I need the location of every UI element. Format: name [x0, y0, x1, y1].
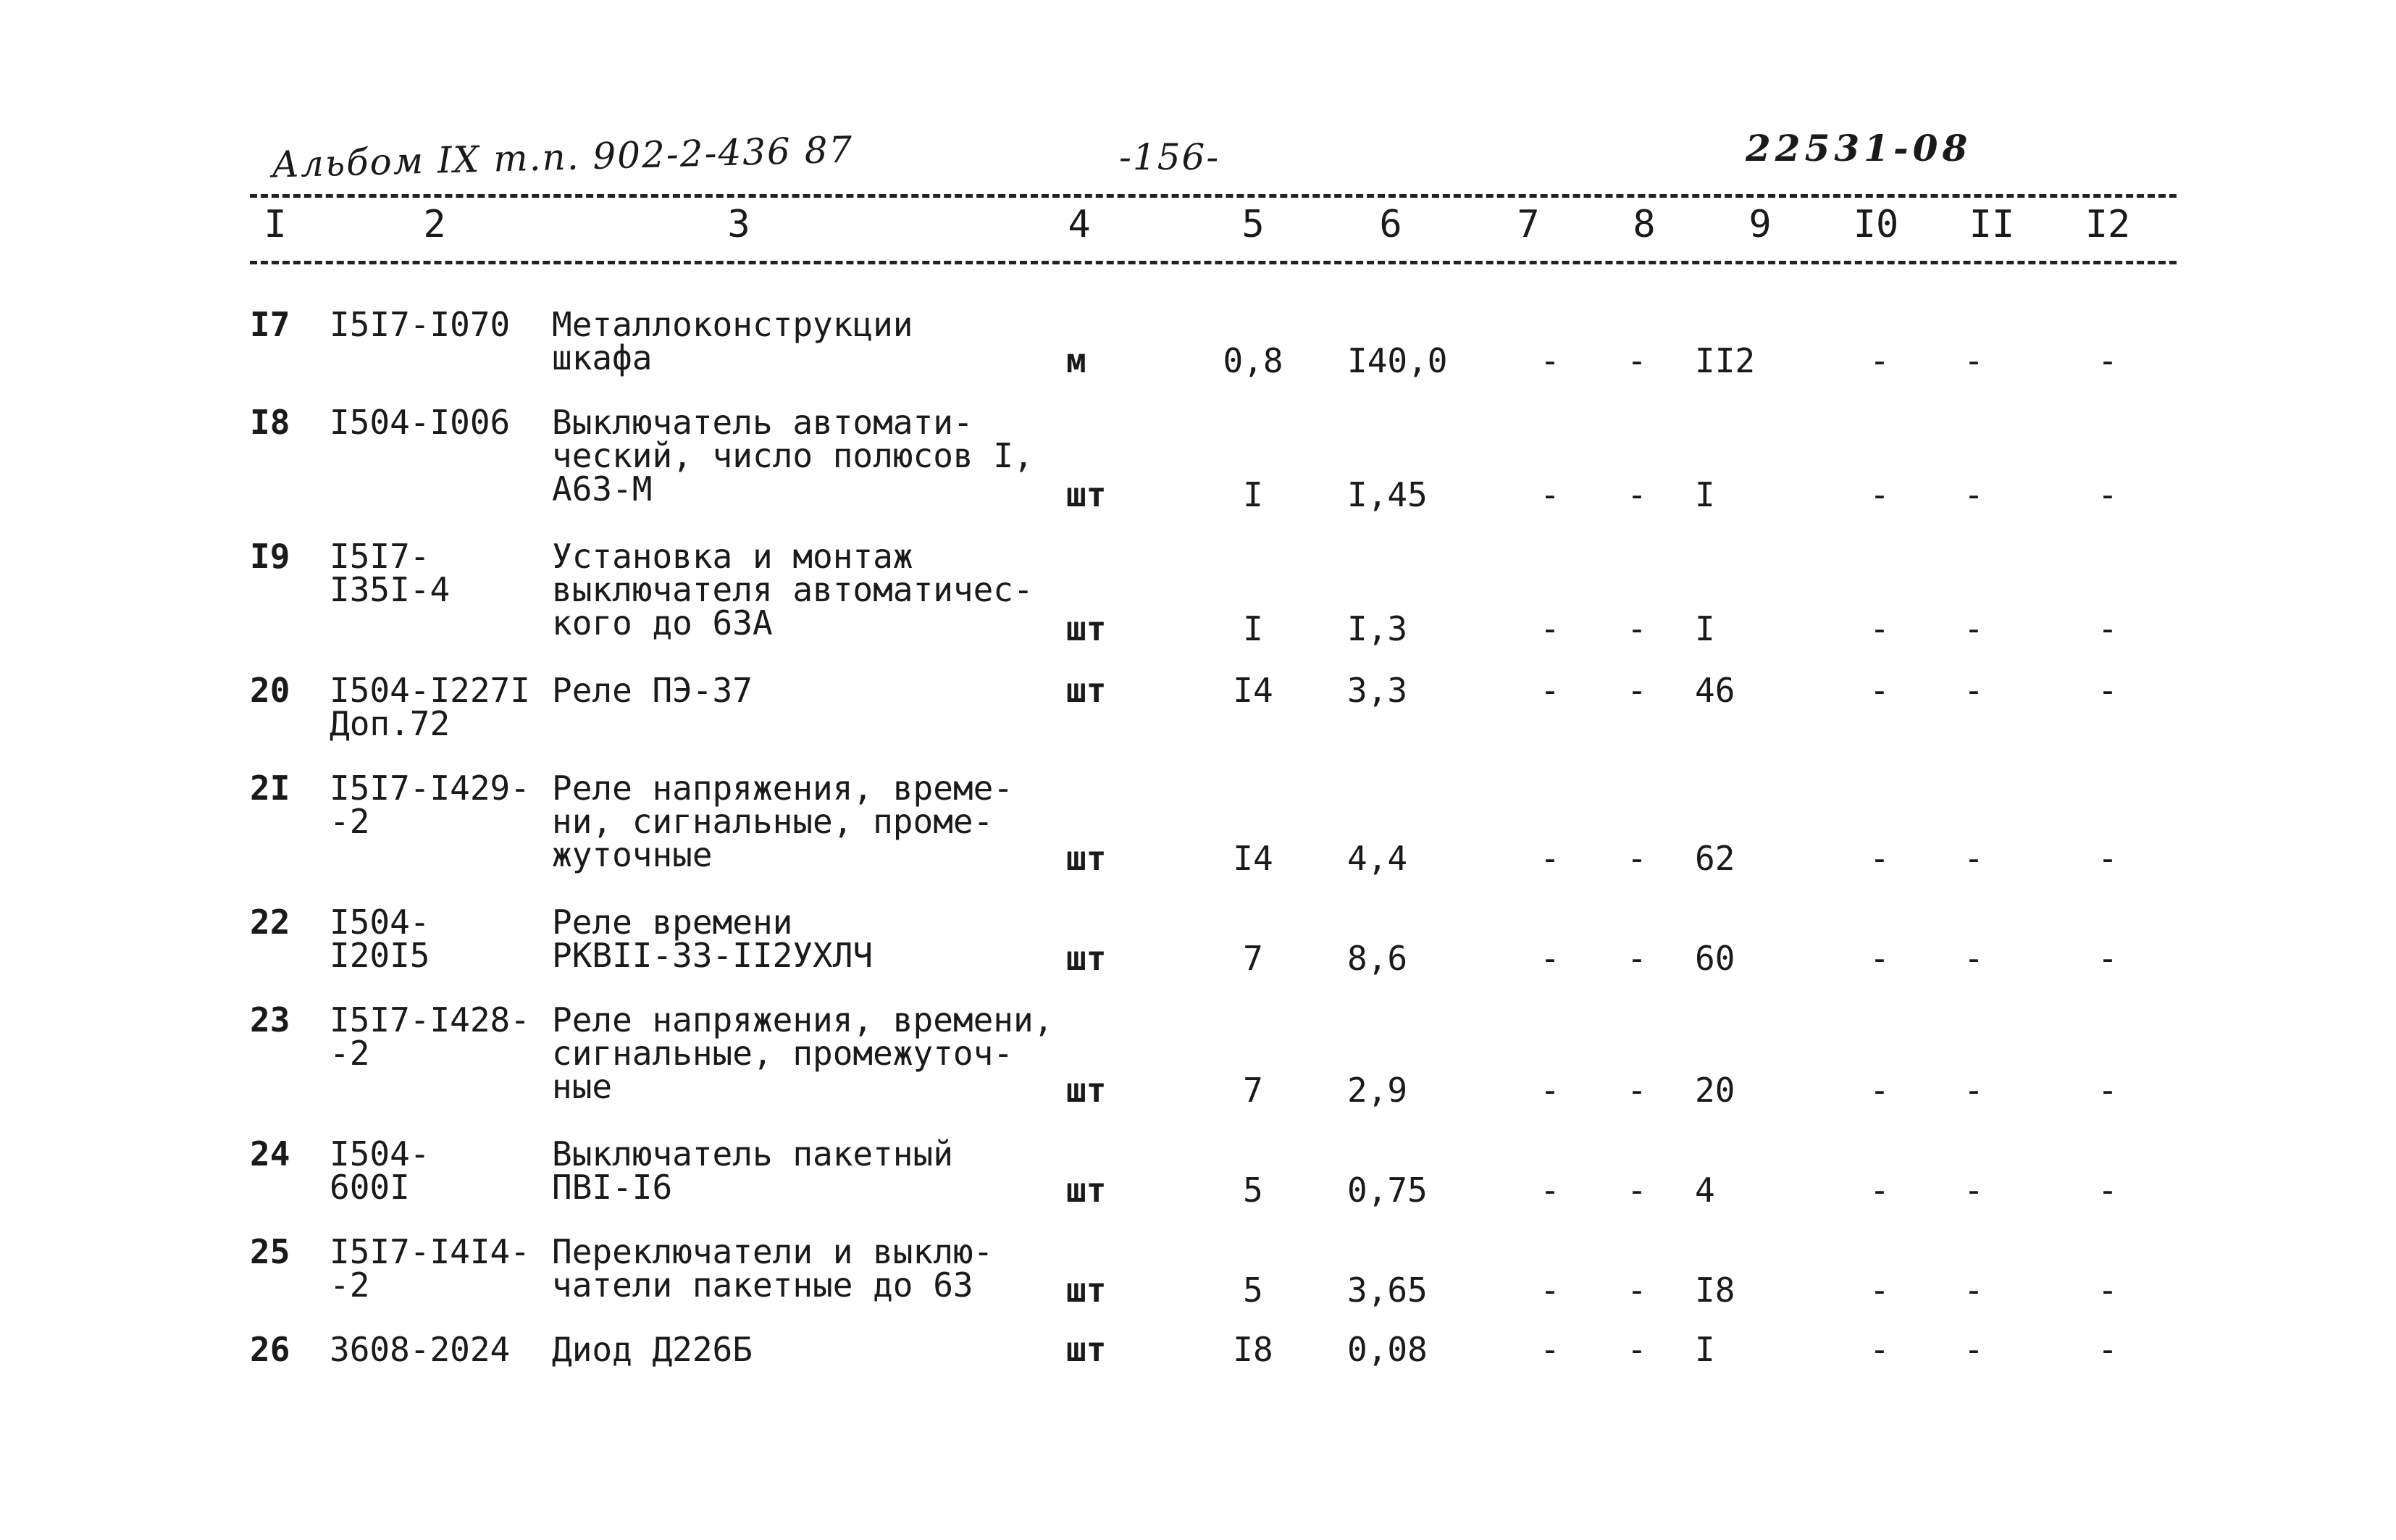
row-number: 26	[250, 1330, 290, 1369]
row-col-8: -	[1627, 341, 1647, 380]
row-number: 2I	[250, 769, 290, 808]
row-col-8: -	[1627, 671, 1647, 710]
row-unit: шт	[1066, 1071, 1107, 1110]
row-price: I,45	[1347, 475, 1428, 514]
row-col-10: -	[1869, 1271, 1890, 1310]
row-name: Установка и монтаж выключателя автоматичес- кого до 63А	[552, 537, 1034, 643]
row-col-8: -	[1627, 1330, 1647, 1369]
row-name: Переключатели и выклю- чатели пакетные до 63	[552, 1232, 994, 1305]
row-unit: шт	[1066, 671, 1107, 710]
row-number: I8	[250, 403, 290, 442]
row-col-11: -	[1964, 1271, 1984, 1310]
row-name: Реле напряжения, времени, сигнальные, промежуточ- ные	[552, 1000, 1054, 1106]
row-name: Реле напряжения, време- ни, сигнальные, проме- жуточные	[552, 769, 1013, 874]
row-col-8: -	[1627, 609, 1647, 648]
row-col-12: -	[2098, 475, 2118, 514]
row-quantity: I4	[1233, 839, 1273, 878]
row-col-7: -	[1540, 1330, 1560, 1369]
row-code: I504- I20I5	[330, 903, 430, 975]
row-col-9: 4	[1695, 1171, 1715, 1210]
row-col-8: -	[1627, 939, 1647, 978]
row-code: I504- 600I	[330, 1134, 430, 1207]
row-col-10: -	[1869, 1071, 1890, 1110]
row-col-8: -	[1627, 839, 1647, 878]
row-col-10: -	[1869, 1171, 1890, 1210]
column-header-3: 3	[727, 203, 750, 246]
row-code: 3608-2024	[330, 1330, 511, 1369]
column-header-1: I	[264, 203, 287, 246]
row-col-12: -	[2098, 1071, 2118, 1110]
row-name: Реле ПЭ-37	[552, 671, 753, 710]
row-col-10: -	[1869, 609, 1890, 648]
row-unit: шт	[1066, 1171, 1107, 1210]
row-unit: м	[1066, 341, 1086, 380]
row-col-7: -	[1540, 1071, 1560, 1110]
row-col-12: -	[2098, 341, 2118, 380]
column-header-9: 9	[1748, 203, 1772, 246]
column-header-2: 2	[423, 203, 446, 246]
row-col-11: -	[1964, 671, 1984, 710]
row-quantity: 7	[1243, 939, 1263, 978]
row-col-8: -	[1627, 475, 1647, 514]
row-price: 3,3	[1347, 671, 1408, 710]
row-name: Реле времени РКВII-33-II2УХЛЧ	[552, 903, 874, 975]
row-quantity: I8	[1233, 1330, 1273, 1369]
row-name: Диод Д226Б	[552, 1330, 753, 1369]
row-quantity: 7	[1243, 1071, 1263, 1110]
row-col-10: -	[1869, 939, 1890, 978]
row-col-12: -	[2098, 939, 2118, 978]
column-header-12: I2	[2085, 203, 2131, 246]
row-col-9: 46	[1695, 671, 1735, 710]
row-col-7: -	[1540, 839, 1560, 878]
row-quantity: 5	[1243, 1171, 1263, 1210]
row-col-7: -	[1540, 671, 1560, 710]
row-col-9: 62	[1695, 839, 1735, 878]
row-col-10: -	[1869, 1330, 1890, 1369]
column-header-4: 4	[1068, 203, 1091, 246]
row-col-9: 20	[1695, 1071, 1735, 1110]
row-quantity: I	[1243, 609, 1263, 648]
row-quantity: I	[1243, 475, 1263, 514]
row-quantity: 5	[1243, 1271, 1263, 1310]
row-col-11: -	[1964, 1171, 1984, 1210]
row-code: I5I7-I070	[330, 305, 511, 344]
row-col-10: -	[1869, 475, 1890, 514]
row-code: I5I7-I4I4- -2	[330, 1232, 530, 1305]
row-col-11: -	[1964, 839, 1984, 878]
row-number: 22	[250, 903, 290, 942]
row-col-10: -	[1869, 671, 1890, 710]
album-reference: Альбом IX т.п. 902-2-436 87	[271, 128, 855, 186]
row-quantity: 0,8	[1223, 341, 1283, 380]
row-quantity: I4	[1233, 671, 1273, 710]
row-col-12: -	[2098, 609, 2118, 648]
column-header-5: 5	[1241, 203, 1265, 246]
row-price: I40,0	[1347, 341, 1448, 380]
row-code: I5I7-I428- -2	[330, 1000, 530, 1073]
row-price: 8,6	[1347, 939, 1408, 978]
row-col-12: -	[2098, 839, 2118, 878]
row-number: 20	[250, 671, 290, 710]
row-price: 2,9	[1347, 1071, 1408, 1110]
row-col-8: -	[1627, 1171, 1647, 1210]
row-col-10: -	[1869, 341, 1890, 380]
row-col-12: -	[2098, 1171, 2118, 1210]
row-col-11: -	[1964, 341, 1984, 380]
row-unit: шт	[1066, 609, 1107, 648]
row-price: 3,65	[1347, 1271, 1428, 1310]
row-col-7: -	[1540, 609, 1560, 648]
row-col-10: -	[1869, 839, 1890, 878]
row-col-7: -	[1540, 475, 1560, 514]
row-unit: шт	[1066, 939, 1107, 978]
row-name: Выключатель пакетный ПВI-I6	[552, 1134, 953, 1207]
row-number: 25	[250, 1232, 290, 1271]
row-col-12: -	[2098, 1330, 2118, 1369]
row-number: 24	[250, 1134, 290, 1173]
row-col-11: -	[1964, 609, 1984, 648]
row-col-9: I	[1695, 475, 1715, 514]
row-col-8: -	[1627, 1071, 1647, 1110]
row-code: I504-I227I Доп.72	[330, 671, 530, 743]
row-name: Выключатель автомати- ческий, число полюсов I, А63-М	[552, 403, 1034, 509]
column-header-6: 6	[1379, 203, 1402, 246]
row-price: 0,08	[1347, 1330, 1428, 1369]
row-code: I5I7- I35I-4	[330, 537, 451, 609]
column-header-8: 8	[1633, 203, 1656, 246]
row-col-9: 60	[1695, 939, 1735, 978]
row-unit: шт	[1066, 1271, 1107, 1310]
document-number: 22531-08	[1746, 127, 1972, 170]
row-col-8: -	[1627, 1271, 1647, 1310]
row-col-7: -	[1540, 1271, 1560, 1310]
row-col-7: -	[1540, 939, 1560, 978]
row-price: I,3	[1347, 609, 1408, 648]
header-rule-bottom	[250, 261, 2177, 264]
row-unit: шт	[1066, 839, 1107, 878]
header-rule-top	[250, 194, 2177, 198]
row-unit: шт	[1066, 475, 1107, 514]
row-price: 4,4	[1347, 839, 1408, 878]
column-header-11: II	[1969, 203, 2015, 246]
row-col-7: -	[1540, 1171, 1560, 1210]
row-col-11: -	[1964, 939, 1984, 978]
column-header-7: 7	[1517, 203, 1540, 246]
row-unit: шт	[1066, 1330, 1107, 1369]
row-number: I9	[250, 537, 290, 576]
row-col-11: -	[1964, 475, 1984, 514]
row-number: 23	[250, 1000, 290, 1039]
row-col-12: -	[2098, 1271, 2118, 1310]
row-col-9: II2	[1695, 341, 1756, 380]
row-col-11: -	[1964, 1071, 1984, 1110]
row-col-9: I	[1695, 1330, 1715, 1369]
row-code: I5I7-I429- -2	[330, 769, 530, 841]
row-col-9: I8	[1695, 1271, 1735, 1310]
row-number: I7	[250, 305, 290, 344]
row-col-7: -	[1540, 341, 1560, 380]
page-number: -156-	[1119, 136, 1220, 178]
row-name: Металлоконструкции шкафа	[552, 305, 913, 377]
row-price: 0,75	[1347, 1171, 1428, 1210]
row-col-11: -	[1964, 1330, 1984, 1369]
row-code: I504-I006	[330, 403, 511, 442]
row-col-12: -	[2098, 671, 2118, 710]
column-header-10: I0	[1853, 203, 1899, 246]
row-col-9: I	[1695, 609, 1715, 648]
